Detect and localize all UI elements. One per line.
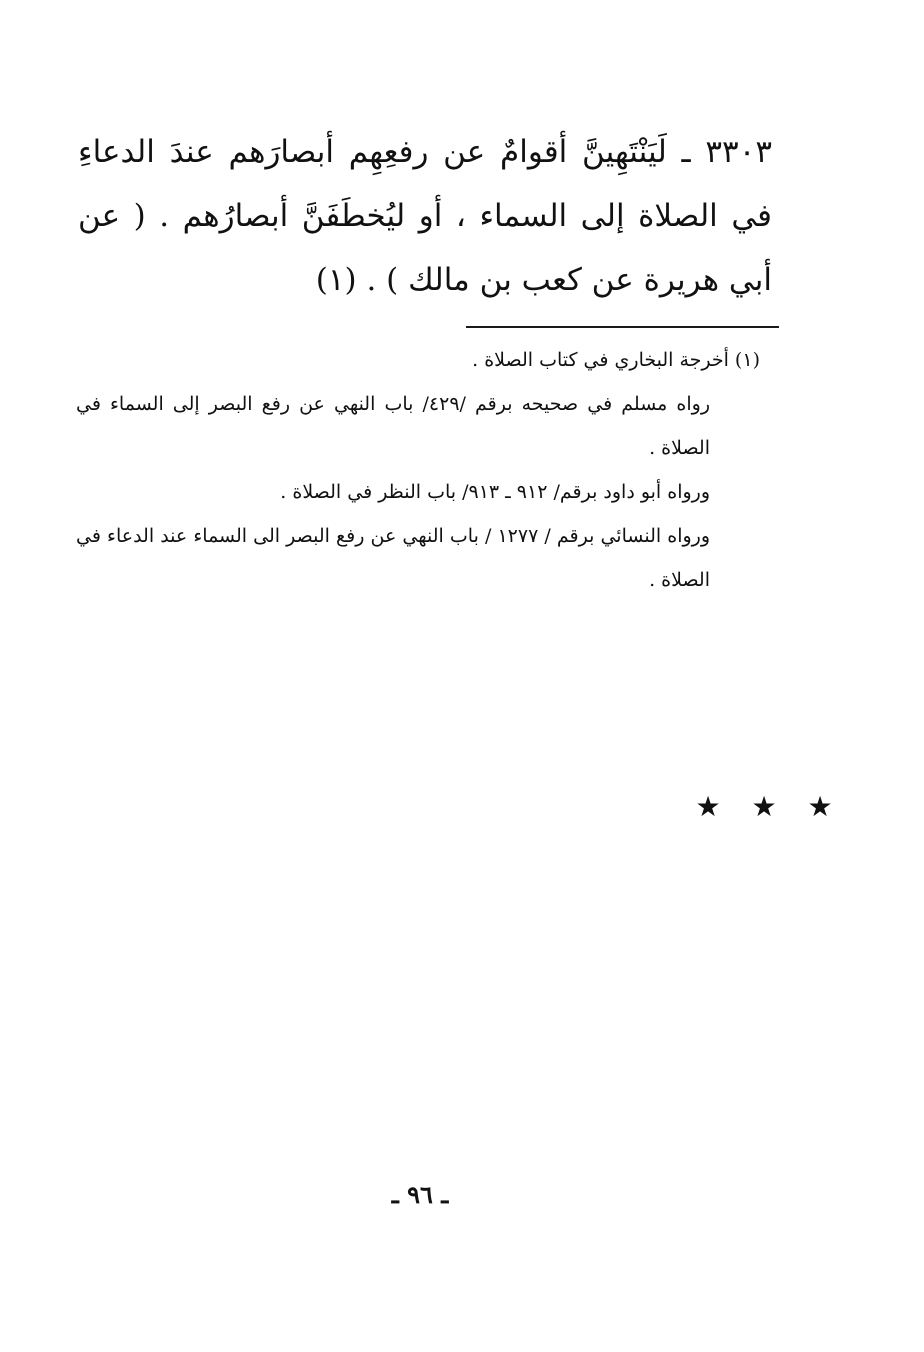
footnote-line-2: رواه مسلم في صحيحه برقم /٤٢٩/ باب النهي عن رفع البصر إلى السماء في الصلاة .: [76, 393, 710, 459]
footnotes-block: [76, 338, 760, 602]
page-number: ـ ٩٦ ـ: [391, 1180, 449, 1209]
star-icon: ★: [751, 790, 777, 823]
footnote-line-1: (١) أخرجة البخاري في كتاب الصلاة .: [472, 349, 760, 371]
hadith-text: ٣٣٠٣ ـ لَيَنْتَهِينَّ أقوامٌ عن رفعِهِم أبصارَهم عندَ الدعاءِ في الصلاة إلى السماء ، أو ليُخطَفَنَّ أبصارُهم . ( عن أبي هريرة عن كعب بن مالك ) . (١): [78, 134, 772, 298]
footnote-line-3: ورواه أبو داود برقم/ ٩١٢ ـ ٩١٣/ باب النظر في الصلاة .: [280, 481, 710, 503]
hadith-text-block: [78, 120, 772, 312]
star-icon: ★: [807, 790, 833, 823]
footnote-line-4: ورواه النسائي برقم / ١٢٧٧ / باب النهي عن رفع البصر الى السماء عند الدعاء في الصلاة .: [76, 525, 710, 591]
star-icon: ★: [695, 790, 721, 823]
footnote-separator-rule: [466, 326, 779, 328]
section-separator-stars: [0, 790, 848, 823]
